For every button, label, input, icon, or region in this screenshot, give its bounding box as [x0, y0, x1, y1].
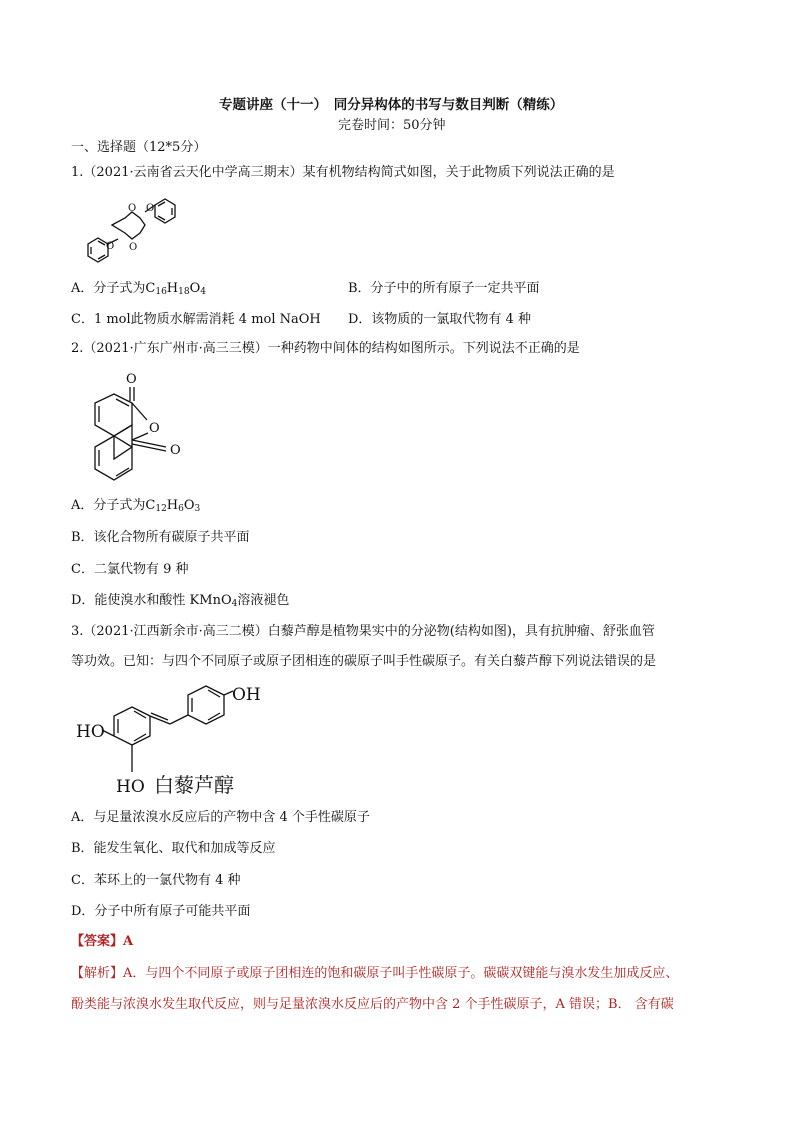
q1-oxygen-2: O	[146, 203, 155, 214]
q3-structure-diagram	[76, 680, 276, 805]
q3-hydroxyl-label-3: HO	[116, 777, 145, 797]
q3-analysis-line-2: 酚类能与浓溴水发生取代反应，则与足量浓溴水反应后的产物中含 2 个手性碳原子，A 错误；B． 含有碳	[71, 997, 674, 1012]
q1-oxygen-3: O	[129, 242, 138, 253]
q2-oxygen-3: O	[170, 443, 181, 458]
q1-option-c[interactable]: C．1 mol此物质水解需消耗 4 mol NaOH	[71, 312, 321, 327]
q3-answer: 【答案】A	[71, 934, 134, 949]
q2-stem: 2.（2021·广东广州市·高三三模）一种药物中间体的结构如图所示。下列说法不正确的是	[71, 341, 580, 356]
section-heading: 一、选择题（12*5分）	[71, 140, 207, 155]
q3-hydroxyl-label-2: HO	[76, 722, 105, 742]
q3-stem-line-1: 3.（2021·江西新余市·高三二模）白藜芦醇是植物果实中的分泌物(结构如图)，具有抗肿瘤、舒张血管	[71, 624, 655, 639]
q2-oxygen-1: O	[126, 372, 137, 387]
q3-compound-name: 白藜芦醇	[154, 773, 234, 797]
q3-option-d[interactable]: D．分子中所有原子可能共平面	[71, 904, 251, 919]
q3-option-a[interactable]: A．与足量浓溴水反应后的产物中含 4 个手性碳原子	[71, 810, 370, 825]
q1-option-d[interactable]: D．该物质的一氯取代物有 4 种	[348, 312, 531, 327]
q3-stem-line-2: 等功效。已知：与四个不同原子或原子团相连的碳原子叫手性碳原子。有关白藜芦醇下列说法错误的是	[71, 654, 657, 669]
q2-oxygen-2: O	[149, 421, 160, 436]
q3-hydroxyl-label-1: OH	[232, 685, 261, 705]
q2-option-c[interactable]: C．二氯代物有 9 种	[71, 562, 189, 577]
q1-option-a[interactable]: A．分子式为$C_{16}H_{18}O_4$	[71, 281, 206, 297]
q1-oxygen-1: O	[128, 203, 137, 214]
q3-analysis-line-1: 【解析】A．与四个不同原子或原子团相连的饱和碳原子叫手性碳原子。碳碳双键能与溴水发生加成反应、	[71, 966, 679, 981]
q1-option-b[interactable]: B．分子中的所有原子一定共平面	[348, 281, 540, 296]
q2-option-b[interactable]: B．该化合物所有碳原子共平面	[71, 530, 250, 545]
q2-option-a[interactable]: A．分子式为$C_{12}H_6O_3$	[71, 498, 201, 514]
q3-option-b[interactable]: B．能发生氧化、取代和加成等反应	[71, 841, 276, 856]
q3-option-c[interactable]: C．苯环上的一氯代物有 4 种	[71, 873, 241, 888]
q1-stem: 1.（2021·云南省云天化中学高三期末）某有机物结构简式如图，关于此物质下列说法正确的是	[71, 165, 615, 180]
time-limit: 完卷时间：50分钟	[338, 118, 446, 133]
q1-oxygen-4: O	[106, 241, 115, 252]
page-title: 专题讲座（十一） 同分异构体的书写与数目判断（精练）	[219, 97, 564, 113]
q1-structure-diagram	[70, 192, 200, 267]
q2-structure-diagram	[70, 368, 190, 483]
q2-option-d[interactable]: D．能使溴水和酸性 KMnO$_4$溶液褪色	[71, 593, 290, 609]
